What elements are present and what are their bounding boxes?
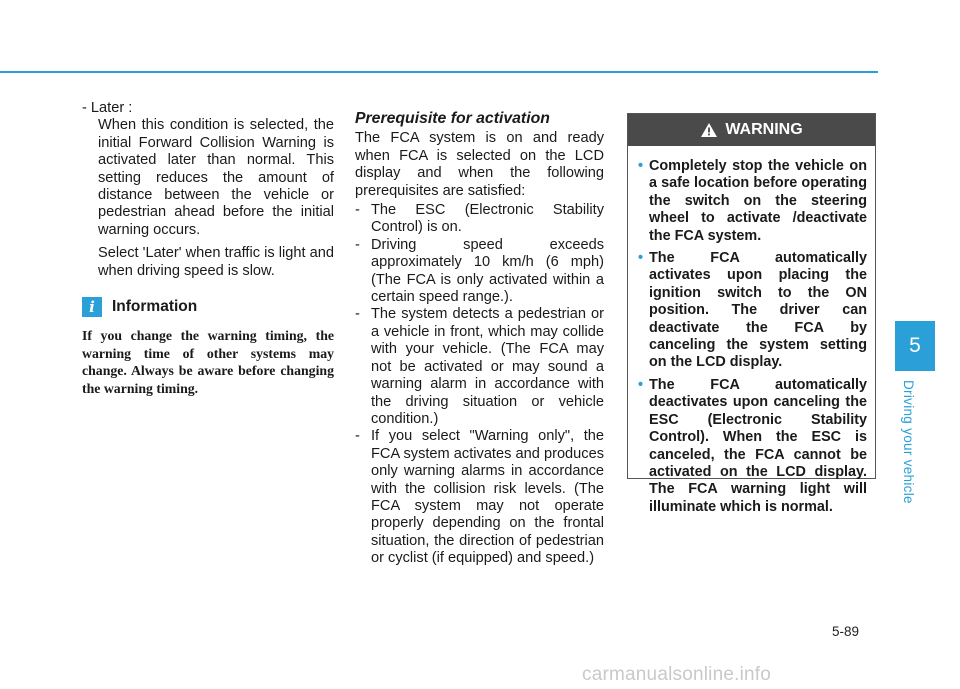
warning-item-text: Completely stop the vehicle on a safe location before operating the switch on the steering wheel to activate /deactivate the FCA system. <box>649 158 867 244</box>
list-item <box>355 306 604 428</box>
prerequisite-title: Prerequisite for activation <box>355 110 550 127</box>
info-icon: i <box>82 297 102 317</box>
list-dash: - <box>355 236 360 253</box>
chapter-tab[interactable]: 5 <box>895 321 935 371</box>
top-rule <box>0 71 878 73</box>
bullet-icon: • <box>638 250 644 267</box>
warning-item <box>638 377 867 516</box>
bullet-icon: • <box>638 376 644 393</box>
middle-column <box>355 110 604 568</box>
list-item <box>355 202 604 237</box>
later-advice: Select 'Later' when traffic is light and when driving speed is slow. <box>98 245 334 279</box>
list-item-text: If you select "Warning only", the FCA system activates and produces only warning alarms in accordance with the collision risk levels. (The FCA system may not operate properly depending on the frontal situation, the direction of pedestrian or cyclist (if equipped) and speed.) <box>371 428 604 567</box>
list-dash: - <box>355 428 360 445</box>
prerequisite-intro: The FCA system is on and ready when FCA is selected on the LCD display and when the following prerequisites are satisfied: <box>355 130 604 199</box>
bullet-icon: • <box>638 158 644 174</box>
information-title: Information <box>112 298 198 316</box>
warning-body <box>628 146 875 516</box>
warning-item-text: The FCA automatically activates upon placing the ignition switch to the ON position. The driver can deactivate the FCA by canceling the system setting on the LCD display. <box>649 250 867 371</box>
warning-header <box>628 114 875 146</box>
list-item-text: The ESC (Electronic Stability Control) is on. <box>371 202 604 236</box>
list-dash: - <box>355 306 360 323</box>
warning-triangle-icon <box>700 122 718 138</box>
left-column <box>82 100 334 411</box>
list-item-text: Driving speed exceeds approximately 10 km/h (6 mph) (The FCA is only activated within a certain speed range.). <box>371 236 604 306</box>
chapter-label: Driving your vehicle <box>901 380 916 504</box>
warning-box <box>627 113 876 515</box>
list-item-text: The system detects a pedestrian or a vehicle in front, which may collide with your vehicle. (The FCA may not be activated or may sound a warning alarm in accordance with the driving situation or vehicle condition.) <box>371 306 604 427</box>
warning-title: WARNING <box>725 121 803 138</box>
warning-item <box>638 250 867 372</box>
warning-item-text: The FCA automatically deactivates upon canceling the ESC (Electronic Stability Control). When the ESC is canceled, the FCA cannot be activated on the LCD display. The FCA warning light will illuminate which is normal. <box>649 376 867 515</box>
list-item <box>355 237 604 307</box>
list-dash: - <box>355 202 360 219</box>
list-item <box>355 428 604 567</box>
information-body: If you change the warning timing, the warning time of other systems may change. Always be aware before changing the warning timing. <box>82 328 334 396</box>
warning-item <box>638 158 867 245</box>
later-description: When this condition is selected, the initial Forward Collision Warning is activated later than normal. This setting reduces the amount of distance between the vehicle or pedestrian ahead before the initial warning occurs. <box>98 117 334 238</box>
page-number: 5-89 <box>832 624 860 639</box>
information-heading <box>82 297 334 317</box>
later-label: - Later : <box>82 100 133 116</box>
watermark: carmanualsonline.info <box>582 664 772 685</box>
